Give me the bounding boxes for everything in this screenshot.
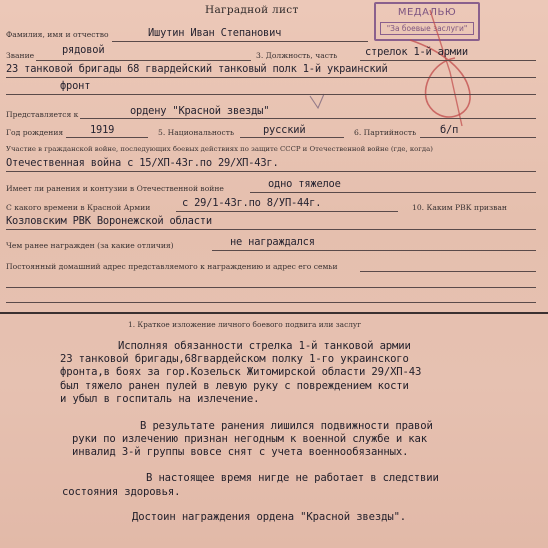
underline bbox=[360, 60, 536, 61]
label-rvk: 10. Каким РВК призван bbox=[412, 203, 507, 212]
underline bbox=[6, 302, 536, 303]
document-title: Наградной лист bbox=[205, 4, 299, 16]
label-fio: Фамилия, имя и отчество bbox=[6, 30, 109, 39]
value-nominated: ордену "Красной звезды" bbox=[130, 105, 270, 117]
value-party: б/п bbox=[440, 124, 459, 136]
value-fio: Ишутин Иван Степанович bbox=[148, 27, 282, 39]
underline bbox=[360, 271, 536, 272]
body-line: инвалид 3-й группы вовсе снят с учета военнообязанных. bbox=[72, 446, 409, 458]
value-rvk: Козловским РВК Воронежской области bbox=[6, 215, 212, 227]
underline bbox=[36, 60, 251, 61]
underline bbox=[6, 94, 536, 95]
underline bbox=[420, 137, 536, 138]
label-birth-year: Год рождения bbox=[6, 128, 64, 137]
stamp-line2: "За боевые заслуги" bbox=[380, 22, 474, 35]
value-since: с 29/1-43г.по 8/УП-44г. bbox=[182, 197, 322, 209]
body-line: и убыл в госпиталь на излечение. bbox=[60, 393, 260, 405]
value-prev-awards: не награждался bbox=[230, 236, 315, 248]
underline bbox=[6, 171, 536, 172]
body-line: был тяжело ранен пулей в левую руку с повреждением кости bbox=[60, 380, 409, 392]
value-nationality: русский bbox=[263, 124, 306, 136]
underline bbox=[112, 41, 368, 42]
value-position-1: стрелок 1-й армии bbox=[365, 46, 468, 58]
label-nationality: 5. Национальность bbox=[158, 128, 235, 137]
body-line: состояния здоровья. bbox=[62, 486, 181, 498]
label-nominated: Представляется к bbox=[6, 110, 79, 119]
body-line: Достоин награждения ордена "Красной звезды". bbox=[132, 511, 407, 523]
value-rank: рядовой bbox=[62, 44, 105, 56]
underline bbox=[176, 211, 398, 212]
underline bbox=[212, 250, 536, 251]
value-participation: Отечественная война с 15/ХП-43г.по 29/ХП-43г. bbox=[6, 157, 279, 169]
value-wounds: одно тяжелое bbox=[268, 178, 341, 190]
section-divider bbox=[0, 312, 548, 314]
value-position-3: фронт bbox=[60, 80, 91, 92]
underline bbox=[6, 287, 536, 288]
label-section: 1. Краткое изложение личного боевого подвига или заслуг bbox=[128, 320, 362, 329]
label-party: 6. Партийность bbox=[354, 128, 417, 137]
body-line: В настоящее время нигде не работает в следствии bbox=[146, 472, 439, 484]
body-line: руки по излечению признан негодным к военной службе и как bbox=[72, 433, 427, 445]
label-position: 3. Должность, часть bbox=[256, 51, 338, 60]
label-rank: Звание bbox=[6, 51, 35, 60]
body-line: фронта,в боях за гор.Козельск Житомирской области 29/ХП-43 bbox=[60, 366, 422, 378]
label-participation: Участие в гражданской войне, последующих боевых действиях по защите СССР и Отечественной войне (где, когда) bbox=[6, 145, 433, 153]
underline bbox=[66, 137, 148, 138]
underline bbox=[250, 192, 536, 193]
underline bbox=[240, 137, 344, 138]
value-birth-year: 1919 bbox=[90, 124, 115, 136]
underline bbox=[6, 77, 536, 78]
underline bbox=[80, 118, 536, 119]
label-wounds: Имеет ли ранения и контузии в Отечественной войне bbox=[6, 184, 224, 193]
label-since: С какого времени в Красной Армии bbox=[6, 203, 151, 212]
underline bbox=[6, 229, 536, 230]
label-prev-awards: Чем ранее награжден (за какие отличия) bbox=[6, 241, 174, 250]
body-line: Исполняя обязанности стрелка 1-й танковой армии bbox=[118, 340, 411, 352]
body-line: 23 танковой бригады,68гвардейском полку 1-го украинского bbox=[60, 353, 409, 365]
label-address: Постоянный домашний адрес представляемого к награждению и адрес его семьи bbox=[6, 262, 338, 271]
body-line: В результате ранения лишился подвижности правой bbox=[140, 420, 433, 432]
value-position-2: 23 танковой бригады 68 гвардейский танковый полк 1-й украинский bbox=[6, 63, 388, 75]
stamp-line1: МЕДАЛЬЮ bbox=[397, 7, 457, 18]
